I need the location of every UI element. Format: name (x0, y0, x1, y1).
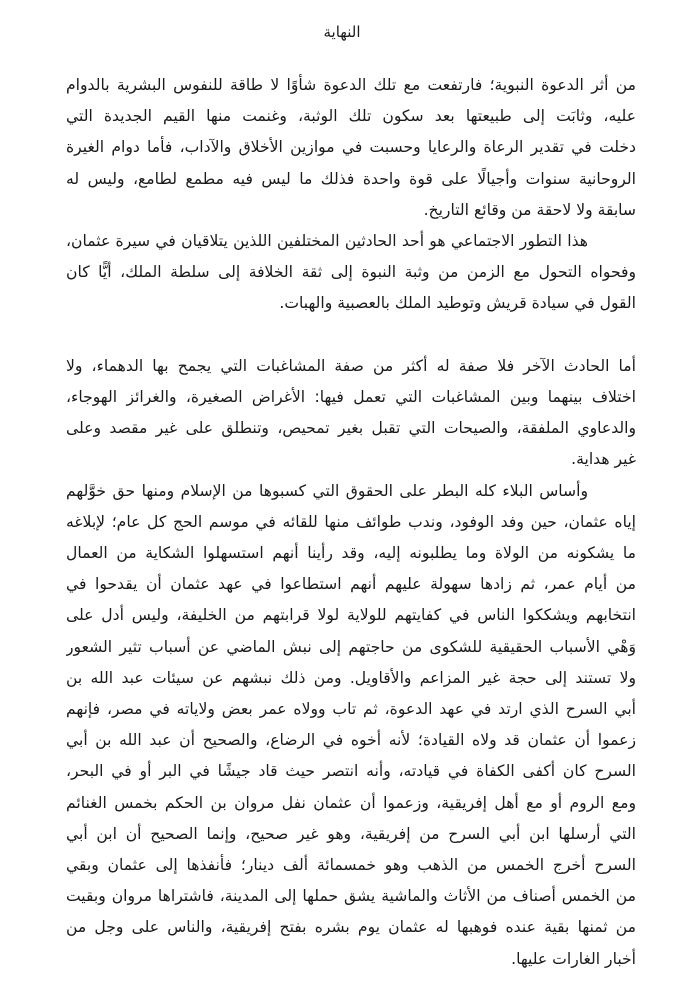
text-line: ولا تستند إلى حجة غير المزاعم والأقاويل. ومن ذلك نبشهم عن سيئات عبد الله بن (66, 668, 636, 687)
text-line: انتخابهم ويشككوا الناس في كفايتهم للولاية لولا قرابتهم من الخليفة، وليس أدل على (66, 606, 636, 625)
text-line: التي أرسلها ابن أبي السرح من إفريقية، وهو غير صحيح، وإنما الصحيح أن ابن أبي (66, 824, 636, 843)
text-line: إياه عثمان، حين وفد الوفود، وندب طوائف منها للقائه في موسم الحج كل عام؛ لإبلاغه (66, 512, 636, 531)
text-line: والدعاوي الملفقة، والصيحات التي تقبل بغير تمحيص، وتنطلق على غير مقصد وعلى (66, 419, 636, 438)
text-line: من أثر الدعوة النبوية؛ فارتفعت مع تلك الدعوة شأوًا لا طاقة للنفوس البشرية بالدوام (66, 76, 636, 94)
text-line: دخلت في تقدير الرعاة والرعايا وحسبت في موازين الأخلاق والآداب، فأما دوام الغيرة (66, 138, 636, 157)
paragraph (66, 226, 636, 320)
text-line: وَهْي الأسباب الحقيقية للشكوى من حاجتهم إلى نبش الماضي عن أسباب تثير الشعور (66, 637, 636, 656)
paragraph (66, 476, 636, 975)
text-line: عليه، وثابَت إلى طبيعتها بعد سكون تلك الوثبة، وغنمت منها القيم الجديدة التي (66, 107, 636, 126)
text-line: أما الحادث الآخر فلا صفة له أكثر من صفة المشاغبات التي يجمح بها الدهماء، ولا (66, 356, 636, 375)
text-line: وفحواه التحول مع الزمن من وثبة النبوة إلى ثقة الخلافة إلى سلطة الملك، أيًّا كان (66, 263, 636, 282)
text-line: هذا التطور الاجتماعي هو أحد الحادثين المختلفين اللذين يتلاقيان في سيرة عثمان، (66, 232, 588, 251)
text-line: أخبار الغارات عليها. (511, 949, 636, 968)
text-line: سابقة ولا لاحقة من وقائع التاريخ. (423, 200, 636, 219)
text-line: ومع الروم أو مع أهل إفريقية، وزعموا أن عثمان نفل مروان بن الحكم بخمس الغنائم (66, 793, 636, 812)
paragraph (66, 70, 636, 226)
text-line: ما يشكونه من الولاة وما يطلبونه إليه، وقد رأينا أنهم استسهلوا الشكاية من العمال (66, 544, 636, 563)
paragraph (66, 351, 636, 476)
body-text (66, 70, 636, 975)
text-line: زعموا أن عثمان قد ولاه القيادة؛ لأنه أخوه في الرضاع، والصحيح أن عبد الله بن أبي (66, 731, 636, 750)
text-line: اختلاف بينهما وبين المشاغبات التي تعمل فيها: الأغراض الصغيرة، والغرائز الهوجاء، (66, 388, 636, 407)
text-line: الروحانية سنوات وأجيالًا على قوة واحدة فذلك ما ليس فيه مطمع لطامع، وليس له (66, 169, 636, 188)
text-line: غير هداية. (571, 450, 636, 469)
text-line: السرح كان أكفى الكفاة في قيادته، وأنه انتصر حيث قاد جيشًا في البر أو في البحر، (66, 762, 636, 781)
text-line: وأساس البلاء كله البطر على الحقوق التي كسبوها من الإسلام ومنها حق خوَّلهم (66, 481, 588, 500)
text-line: من أيام عمر، ثم زادها سهولة عليهم أنهم استطاعوا في عهد عثمان أن يقدحوا في (66, 575, 636, 594)
paragraph-gap (66, 320, 636, 351)
text-line: السرح أخرج الخمس من الذهب وهو خمسمائة ألف دينار؛ فأنفذها إلى عثمان وبقي (66, 856, 636, 875)
text-line: أبي السرح الذي ارتد في عهد الدعوة، ثم تاب وولاه عمر بعض ولاياته في مصر، فإنهم (66, 700, 636, 719)
text-line: من الخمس أصناف من الأثاث والماشية يشق حملها إلى المدينة، فاشتراها مروان وبقيت (66, 887, 636, 906)
text-line: القول في سيادة قريش وتوطيد الملك بالعصبية والهبات. (279, 294, 636, 313)
running-header: النهاية (323, 23, 361, 41)
text-line: من ثمنها بقية عنده فوهبها له عثمان يوم بشره بفتح إفريقية، والناس على وجل من (66, 918, 636, 937)
